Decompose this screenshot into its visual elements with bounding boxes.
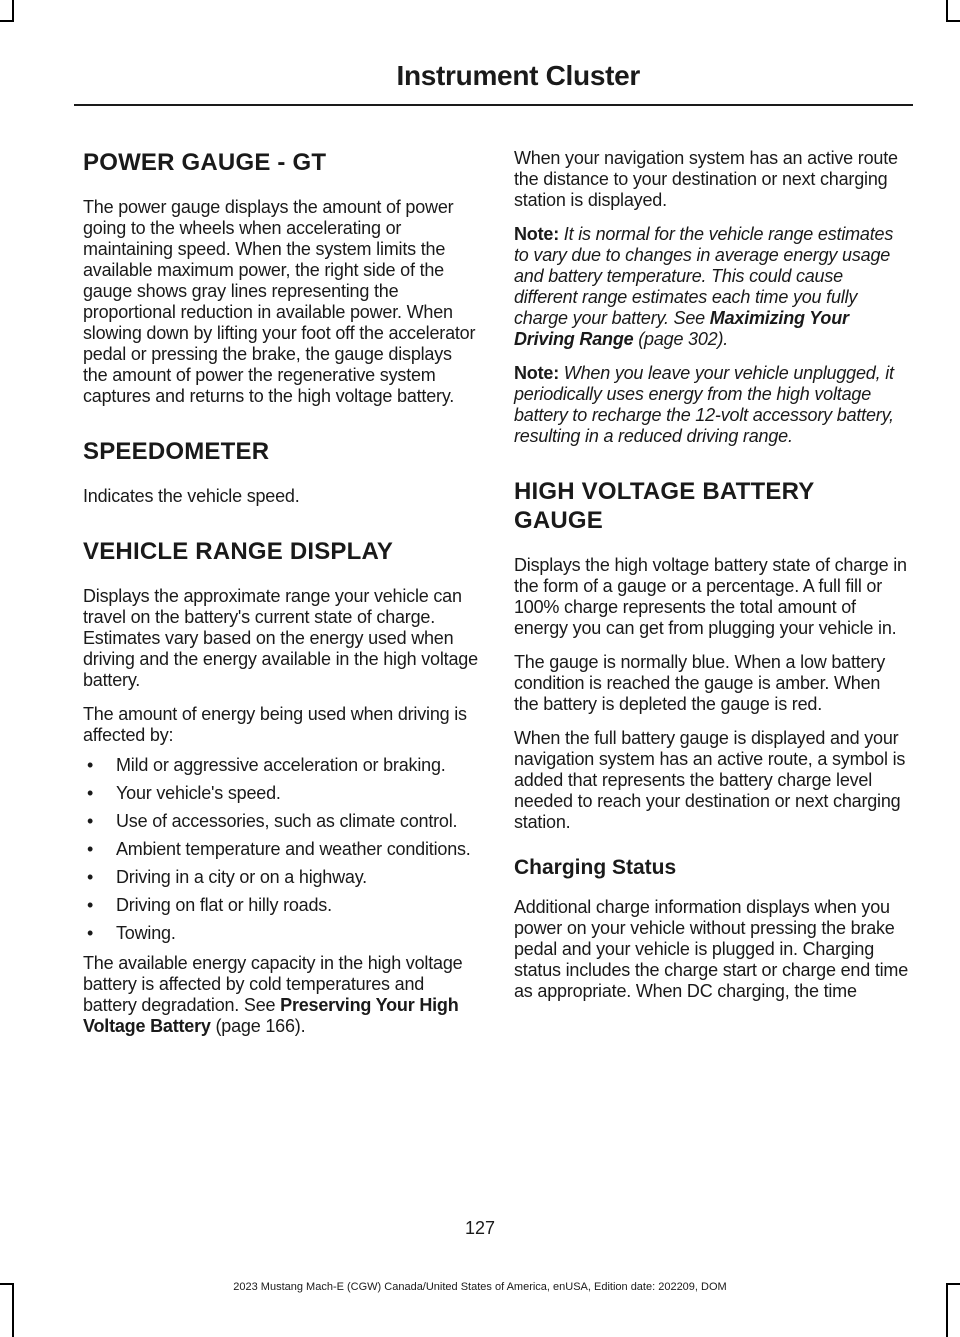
crop-mark: [12, 0, 14, 22]
xref-maximizing-range[interactable]: Maximizing Your Driving Range: [514, 308, 849, 349]
bullet: •: [87, 783, 94, 803]
hv-battery-heading: HIGH VOLTAGE BATTERY: [514, 478, 815, 505]
speedometer-body: Indicates the vehicle speed.: [83, 486, 300, 506]
range-body-2: The amount of energy being used when driving is affected by:: [83, 704, 467, 745]
bullet: •: [87, 923, 94, 943]
crop-mark: [946, 20, 960, 22]
page-header-title: Instrument Cluster: [396, 60, 640, 91]
footer-edition: 2023 Mustang Mach-E (CGW) Canada/United States of America, enUSA, Edition date: 202209, DOM: [233, 1281, 727, 1293]
speedometer-heading: SPEEDOMETER: [83, 438, 270, 465]
range-body-3: The available energy capacity in the high voltage battery is affected by cold temperatures and battery degradation. See Preserving Your High Voltage Battery (page 166).: [83, 953, 463, 1036]
range-body-1: Displays the approximate range your vehicle can travel on the battery's current state of charge. Estimates vary based on the energy used when driving and the energy available in the high voltage battery.: [83, 586, 478, 690]
page-number: 127: [464, 1218, 496, 1238]
hv-battery-body-1: Displays the high voltage battery state of charge in the form of a gauge or a percentage. A full fill or 100% charge represents the total amount of energy you can get from plugging your vehicle in.: [514, 555, 907, 638]
note-label: Note:: [514, 363, 559, 383]
header-rule: [74, 104, 913, 106]
note-range-variation: Note: It is normal for the vehicle range estimates to vary due to changes in average energy usage and battery temperature. This could cause different range estimates each time you fully charge your battery. See Maximizing Your Driving Range (page 302).: [514, 224, 894, 349]
bullet: •: [87, 811, 94, 831]
list-item: • Mild or aggressive acceleration or braking.: [87, 755, 446, 775]
bullet: •: [87, 895, 94, 915]
list-item: • Driving on flat or hilly roads.: [87, 895, 332, 915]
bullet: •: [87, 755, 94, 775]
left-column: [83, 148, 478, 1037]
list-item: • Driving in a city or on a highway.: [87, 867, 367, 887]
xref-preserving-battery[interactable]: Preserving Your High Voltage Battery: [83, 995, 459, 1036]
energy-factors-list: [83, 755, 478, 944]
crop-mark: [946, 0, 948, 22]
list-item: • Your vehicle's speed.: [87, 783, 281, 803]
range-heading: VEHICLE RANGE DISPLAY: [83, 538, 394, 565]
bullet: •: [87, 867, 94, 887]
power-gauge-body: The power gauge displays the amount of power going to the wheels when accelerating or maintaining speed. When the system limits the available maximum power, the right side of the gauge shows gray lines representing the proportional reduction in available power. When slowing down by lifting your foot off the accelerator pedal or pressing the brake, the gauge displays the amount of power the regenerative system captures and returns to the high voltage battery.: [83, 197, 476, 406]
note-unplugged: Note: When you leave your vehicle unplugged, it periodically uses energy from the high voltage battery to recharge the 12-volt accessory battery, resulting in a reduced driving range.: [514, 363, 894, 446]
list-item: • Use of accessories, such as climate control.: [87, 811, 458, 831]
hv-battery-heading-2: GAUGE: [514, 507, 604, 534]
bullet: •: [87, 839, 94, 859]
power-gauge-heading: POWER GAUGE - GT: [83, 149, 327, 176]
nav-route-para: When your navigation system has an active route the distance to your destination or next charging station is displayed.: [514, 148, 898, 210]
hv-battery-body-2: The gauge is normally blue. When a low battery condition is reached the gauge is amber. When the battery is depleted the gauge is red.: [514, 652, 885, 714]
hv-battery-body-3: When the full battery gauge is displayed and your navigation system has an active route, a symbol is added that represents the battery charge level needed to reach your destination or next charging station.: [514, 728, 906, 832]
list-item: • Towing.: [87, 923, 176, 943]
list-item: • Ambient temperature and weather conditions.: [87, 839, 471, 859]
charging-status-body: Additional charge information displays when you power on your vehicle without pressing the brake pedal and your vehicle is plugged in. Charging status includes the charge start or charge end time as appropriate. When DC charging, the time: [514, 897, 909, 1001]
note-label: Note:: [514, 224, 559, 244]
charging-status-heading: Charging Status: [514, 856, 677, 879]
crop-mark: [0, 20, 14, 22]
right-column: [514, 148, 909, 1002]
